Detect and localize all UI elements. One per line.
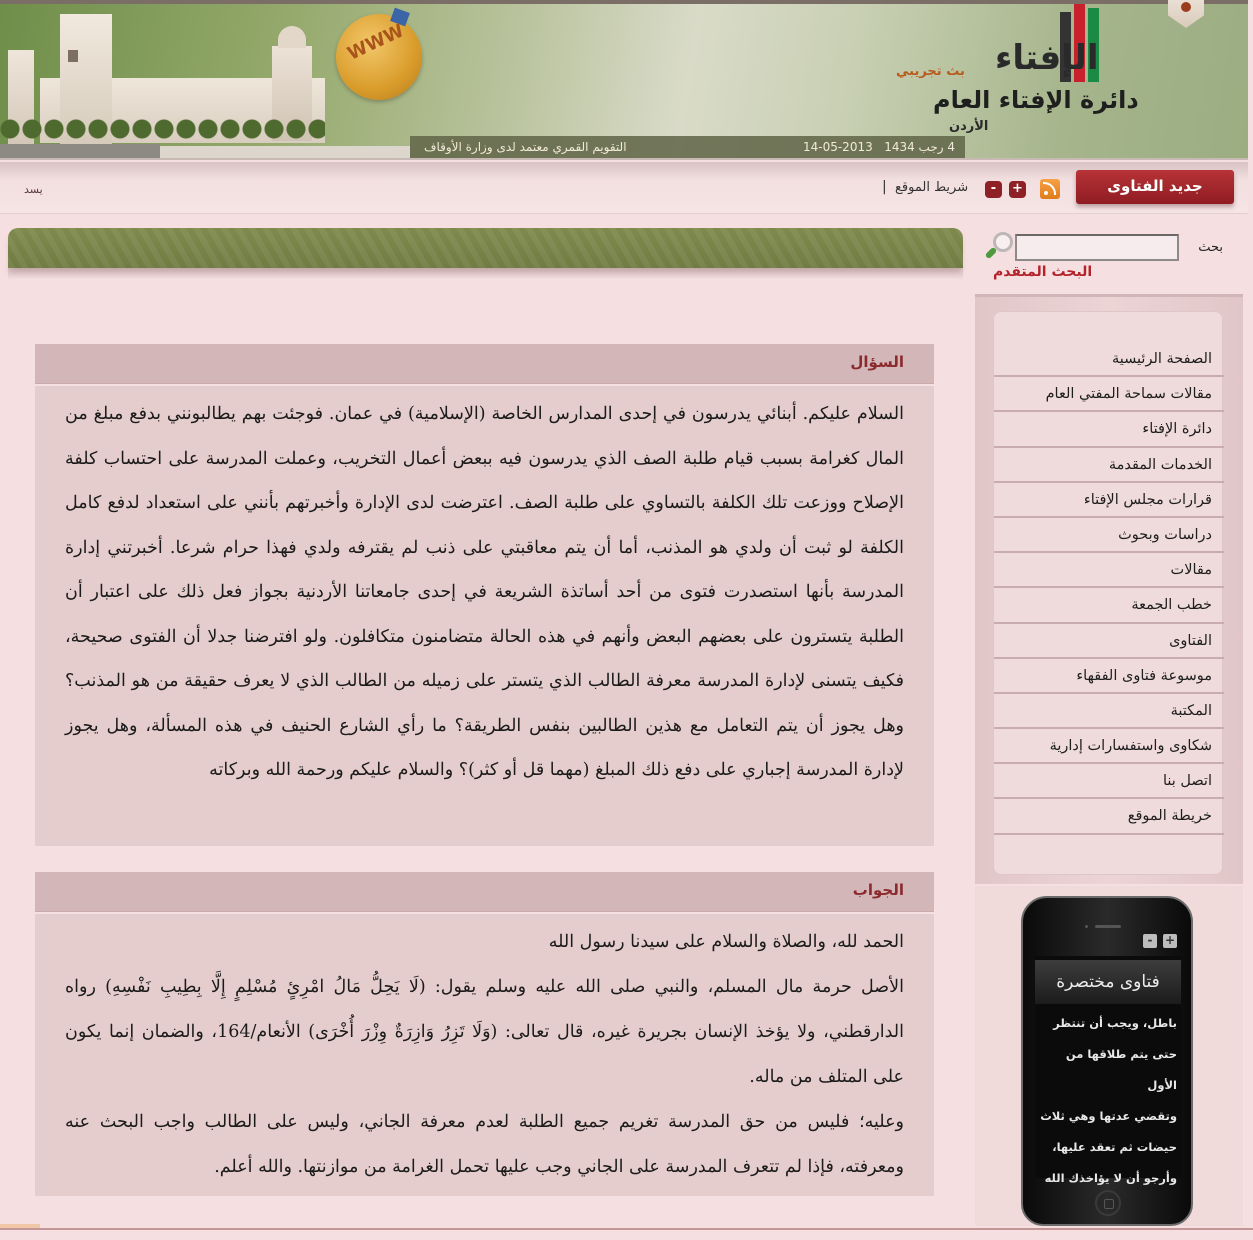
calendar-note: التقويم القمري معتمد لدى وزارة الأوقاف — [424, 140, 627, 154]
nav-item-mufti-articles[interactable]: مقالات سماحة المفتي العام — [994, 377, 1224, 412]
short-fatwas-widget — [975, 886, 1243, 1226]
widget-plus-button[interactable]: + — [1164, 933, 1176, 947]
answer-title: الجواب — [852, 881, 904, 899]
date-readout — [803, 140, 955, 154]
phone-home-button-icon — [1095, 1190, 1121, 1216]
nav-item-complaints[interactable]: شكاوى واستفسارات إدارية — [994, 729, 1224, 764]
date-bar — [410, 136, 965, 160]
ground — [160, 146, 410, 160]
search-icon[interactable] — [983, 230, 1015, 262]
medal-text: WWW — [344, 20, 408, 65]
answer-paragraph: الحمد لله، والصلاة والسلام على سيدنا رسول الله — [548, 932, 904, 952]
phone-speaker-icon — [1095, 925, 1121, 928]
nav-menu-box — [975, 294, 1243, 884]
nav-menu-panel — [993, 311, 1223, 875]
nav-item-studies[interactable]: دراسات وبحوث — [994, 518, 1224, 553]
nav-item-friday-sermons[interactable]: خطب الجمعة — [994, 588, 1224, 623]
answer-paragraph: الأصل حرمة مال المسلم، والنبي صلى الله عليه وسلم يقول: (لَا يَحِلُّ مَالُ امْرِئٍ مُسْلِمٍ إِلَّا بِطِيبِ نَفْسِهِ) رواه الدارقطني، ولا يؤخذ الإنسان بجريرة غيره، قال تعالى: (وَلَا تَزِرُ وَازِرَةٌ وِزْرَ أُخْرَى) الأنعام/164، والضمان إنما يكون على المتلف من ماله. — [65, 977, 904, 1087]
widget-line: وأرجو أن لا يؤاخذك الله — [1044, 1171, 1177, 1185]
nav-item-sitemap[interactable]: خريطة الموقع — [994, 799, 1224, 834]
date-gregorian: 14-05-2013 — [802, 140, 873, 154]
widget-line: باطل، ويجب أن تنتظر — [1053, 1016, 1177, 1030]
nav-item-fatwa-encyclopedia[interactable]: موسوعة فتاوى الفقهاء — [994, 659, 1224, 694]
nav-item-ifta-department[interactable]: دائرة الإفتاء — [994, 412, 1224, 447]
widget-minus-button[interactable]: - — [1143, 934, 1157, 948]
phone-screen — [1035, 933, 1181, 1185]
ticker-minus-button[interactable]: - — [985, 181, 1002, 198]
search-label: بحث — [1198, 240, 1223, 255]
divider: | — [882, 179, 887, 195]
nav-item-fatwas[interactable]: الفتاوى — [994, 624, 1224, 659]
footer-line — [0, 1228, 1253, 1230]
answer-body — [35, 914, 934, 1196]
toolbar — [0, 162, 1248, 214]
ticker-plus-button[interactable]: + — [1009, 181, 1026, 198]
rss-icon[interactable] — [1040, 179, 1060, 199]
gold-award-medal — [336, 14, 422, 100]
question-title: السؤال — [850, 353, 904, 371]
nav-item-services[interactable]: الخدمات المقدمة — [994, 448, 1224, 483]
mosque-image — [0, 6, 330, 156]
site-banner — [0, 0, 1248, 160]
ticker-label: شريط الموقع — [895, 180, 969, 195]
nav-item-council-decisions[interactable]: قرارات مجلس الإفتاء — [994, 483, 1224, 518]
advanced-search-link[interactable]: البحث المتقدم — [993, 264, 1093, 280]
widget-title: فتاوى مختصرة — [1035, 960, 1181, 1004]
trees — [0, 111, 325, 146]
question-text: السلام عليكم. أبنائي يدرسون في إحدى المدارس الخاصة (الإسلامية) في عمان. فوجئت بهم يطالبونني بدفع مبلغ من المال كغرامة بسبب قيام طلبة الصف الذي يدرسون فيه ببعض أعمال التخريب، وعملت المدرسة على احتساب كلفة الإصلاح ووزعت تلك الكلفة بالتساوي على طلبة الصف. اعترضت لدى الإدارة وأخبرتهم بأنني على استعداد لدفع كامل الكلفة لو ثبت أن ولدي هو المذنب، أما أن يتم معاقبتي على ذنب لم يقترفه ولدي فهذا حرام شرعا. أخبرتني إدارة المدرسة بأنها استصدرت فتوى من أحد أساتذة الشريعة في إحدى جامعاتنا الأردنية بجواز فعل ذلك على اعتبار أن الطلبة يتسترون على بعضهم البعض وأنهم في هذه الحالة متضامنون متكافلون. ولو افترضنا جدلا أن الفتوى صحيحة، فكيف يتسنى لإدارة المدرسة معرفة الطالب الذي يتستر على زميله من الطالب الذي لا يعرف حقيقة من هو المذنب؟ وهل يجوز أن يتم التعامل مع هذين الطالبين بنفس الطريقة؟ ما رأي الشارع الحنيف في هذه المسألة، وهل يجوز لإدارة المدرسة إجباري على دفع ذلك المبلغ (مهما قل أو كثر)؟ والسلام عليكم ورحمة الله وبركاته — [65, 404, 904, 780]
ticker-text[interactable]: يسد — [24, 183, 43, 196]
question-header — [35, 344, 934, 384]
logo-tagline: بث تجريبي — [896, 64, 965, 79]
ground — [0, 144, 160, 160]
logo-mark-text: الإفتاء — [995, 38, 1099, 78]
nav-item-home[interactable]: الصفحة الرئيسية — [994, 342, 1224, 377]
answer-header — [35, 872, 934, 912]
new-fatwas-button[interactable]: جديد الفتاوى — [1076, 170, 1234, 204]
nav-item-articles[interactable]: مقالات — [994, 553, 1224, 588]
search-handle — [985, 247, 998, 260]
answer-paragraph: وعليه؛ فليس من حق المدرسة تغريم جميع الطلبة لعدم معرفة الجاني، وليس على الطالب واجب البحث عنه ومعرفته، فإذا لم تتعرف المدرسة على الجاني وجب عليها تحمل الغرامة من موازنتها. والله أعلم. — [65, 1112, 904, 1177]
nav-item-contact[interactable]: اتصل بنا — [994, 764, 1224, 799]
widget-line: حيضات ثم تعقد عليها، — [1052, 1140, 1177, 1154]
phone-frame — [1021, 896, 1193, 1226]
content-header-bar — [8, 228, 963, 268]
search-area — [975, 226, 1243, 292]
widget-line: وتقضي عدتها وهي ثلاث — [1040, 1109, 1177, 1123]
site-country: الأردن — [949, 119, 989, 134]
site-name: دائرة الإفتاء العام — [933, 86, 1139, 114]
date-hijri: 4 رجب 1434 — [884, 140, 955, 154]
phone-camera-icon — [1085, 925, 1088, 928]
widget-text[interactable] — [1039, 1008, 1177, 1194]
question-body — [35, 386, 934, 846]
nav-item-library[interactable]: المكتبة — [994, 694, 1224, 729]
widget-line: حتى يتم طلاقها من الأول — [1065, 1047, 1177, 1092]
nav-list — [994, 342, 1224, 835]
royal-emblem-icon — [1168, 0, 1204, 28]
search-input[interactable] — [1015, 234, 1179, 261]
